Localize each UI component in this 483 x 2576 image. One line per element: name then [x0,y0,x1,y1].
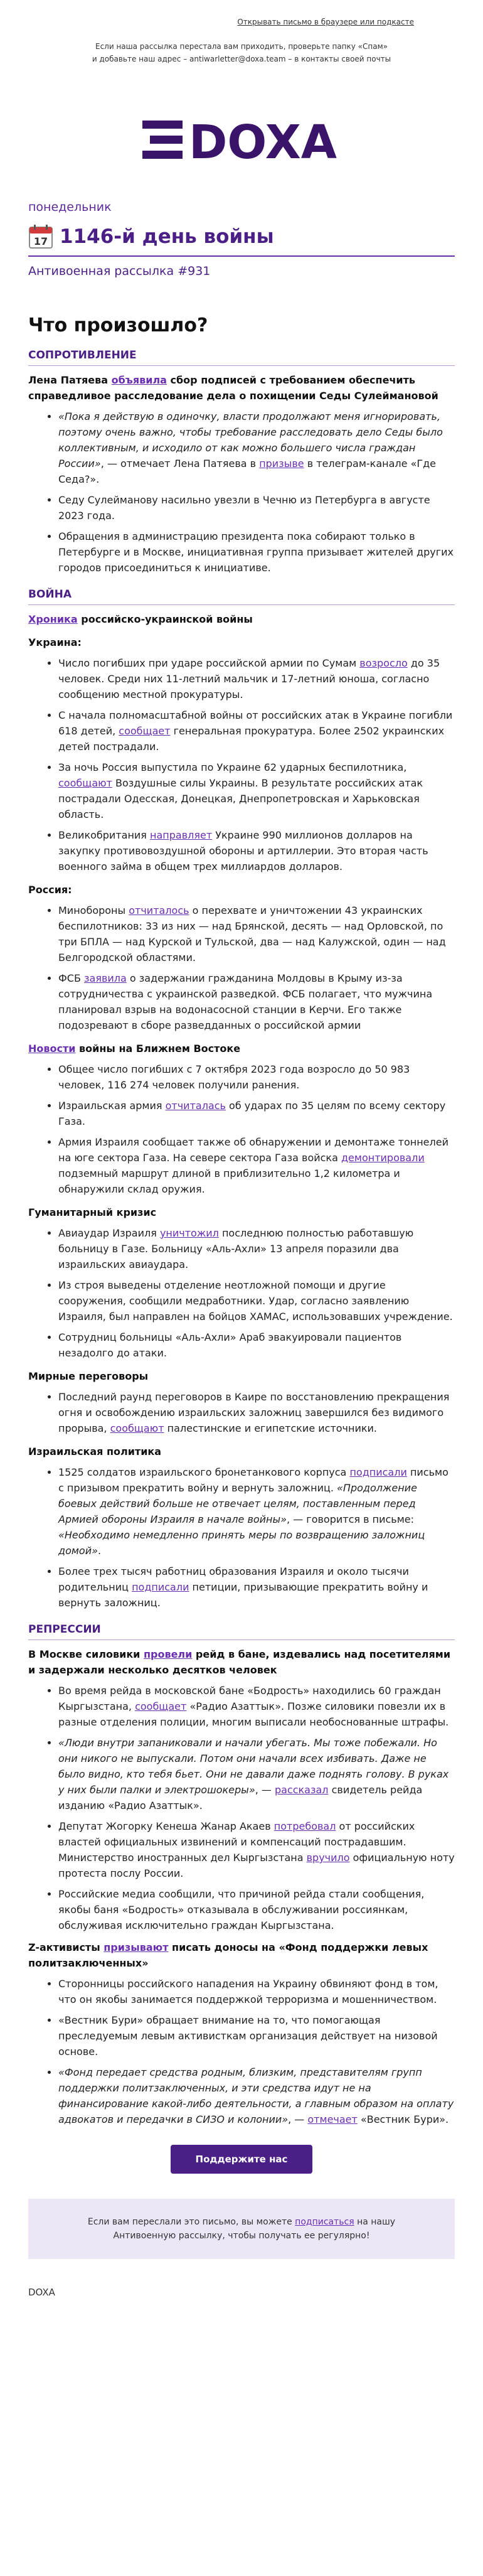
weekday-label: понедельник [28,200,112,214]
list-item: • Сторонницы российского нападения на Украину обвиняют фонд в том, что он якобы занимается поддержкой терроризма и мошенничеством. [58,1976,455,2007]
ukraine-subheading: Украина: [28,636,82,648]
section-resistance-heading: СОПРОТИВЛЕНИЕ [28,349,137,362]
news-link[interactable]: демонтировали [341,1152,425,1164]
support-us-button[interactable]: Поддержите нас [171,2145,313,2174]
list-item: • Сотрудниц больницы «Аль-Ахли» Араб эвакуировали пациентов незадолго до атаки. [58,1329,455,1361]
list-item: • Число погибших при ударе российской армии по Сумам возросло до 35 человек. Среди них 11-летний мальчик и 17-летний юноша, согласно сообщению местной прокуратуры. [58,655,455,702]
news-link[interactable]: потребовал [273,1820,336,1832]
peace-talks-list [28,1389,455,1436]
news-link[interactable]: подписали [349,1466,407,1478]
list-item: • ФСБ заявила о задержании гражданина Молдовы в Крыму из-за сотрудничества с украинской разведкой. ФСБ полагает, что мужчина планировал взрыв на водонасосной станции в Керчи. Его также подозревают в сборе разведданных о российской армии [58,970,455,1033]
announced-link[interactable]: объявила [111,374,167,386]
list-item: • Авиаудар Израиля уничтожил последнюю полностью работавшую больницу в Газе. Больницу «Аль-Ахли» 13 апреля поразили два израильских авиаудара. [58,1225,455,1272]
news-link[interactable]: сообщают [110,1422,164,1434]
list-item: • Более трех тысяч работниц образования Израиля и около тысячи родительниц подписали петиции, призывающие прекратить войну и вернуть заложниц. [58,1564,455,1611]
calendar-icon-day: 17 [33,235,48,247]
list-item: • За ночь Россия выпустила по Украине 62 ударных беспилотника, сообщают Воздушные силы Украины. В результате российских атак пострадали Одесская, Донецкая, Днепропетровская и Харьковская область. [58,759,455,822]
resistance-list [28,409,455,576]
list-item: • С начала полномасштабной войны от российских атак в Украине погибли 618 детей, сообщает генеральная прокуратура. Более 2502 украинских детей пострадали. [58,707,455,754]
page-title: 1146-й день войны [60,225,274,248]
list-item: • «Фонд передает средства родным, близким, представителям групп поддержки политзаключенных, и эти средства идут не на финансирование какой-либо деятельности, а главным образом на оплату адвокатов и передачки в СИЗО и колонии», — отмечает «Вестник Бури». [58,2064,455,2127]
peace-talks-subheading: Мирные переговоры [28,1370,149,1382]
list-item: • Седу Сулейманову насильно увезли в Чечню из Петербурга в августе 2023 года. [58,492,455,523]
appeal-link[interactable]: призыве [259,458,304,470]
news-link[interactable]: отчиталась [165,1100,226,1112]
list-item: • Из строя выведены отделение неотложной помощи и другие сооружения, сообщили медработники. Удар, согласно заявлению Израиля, был направлен на бойцов ХАМАС, использовавших учреждение. [58,1277,455,1324]
bathhouse-raid-lead: В Москве силовики провели рейд в бане, издевались над посетителями и задержали несколько десятков человек [28,1648,451,1676]
middle-east-news-link[interactable]: Новости [28,1043,76,1055]
israeli-politics-subheading: Израильская политика [28,1446,162,1457]
news-link[interactable]: сообщает [119,725,171,737]
list-item: • Во время рейда в московской бане «Бодрость» находились 60 граждан Кыргызстана, сообщает «Радио Азаттык». Позже силовики повезли их в разные отделения полиции, многим выписали необоснованные штрафы. [58,1683,455,1730]
subscribe-footer: Если вам переслали это письмо, вы можете подписаться на нашу Антивоенную рассылку, чтобы получать ее регулярно! [28,2199,455,2259]
russia-subheading: Россия: [28,884,72,896]
news-link[interactable]: сообщает [135,1700,187,1712]
list-item: • Депутат Жогорку Кенеша Жанар Акаев потребовал от российских властей официальных извинений и компенсаций пострадавшим. Министерство иностранных дел Кыргызстана вручило официальную ноту протеста послу России. [58,1818,455,1881]
list-item: • Обращения в администрацию президента пока собирают только в Петербурге и в Москве, инициативная группа призывает жителей других городов присоединиться к инициативе. [58,529,455,576]
middle-east-list [28,1061,455,1197]
news-link[interactable]: отмечает [307,2113,358,2125]
humanitarian-list [28,1225,455,1361]
news-link[interactable]: отчиталось [129,904,189,916]
newsletter-body [28,200,455,2298]
section-divider [28,604,455,605]
doxa-logo[interactable] [0,115,483,166]
russia-list [28,903,455,1033]
section-repressions-heading: РЕПРЕССИИ [28,1623,101,1636]
calendar-icon [28,224,53,249]
call-link[interactable]: призывают [104,1941,169,1953]
ukraine-list [28,655,455,874]
notice-line-2: и добавьте наш адрес – antiwarletter@doxa.team – в контакты своей почты [92,55,391,63]
notice-line-1: Если наша рассылка перестала вам приходить, проверьте папку «Спам» [95,42,388,51]
list-item: • «Вестник Бури» обращает внимание на то, что помогающая преследуемым левым активисткам организация действует на низовой основе. [58,2012,455,2059]
israeli-politics-list [28,1464,455,1611]
list-item: • Великобритания направляет Украине 990 миллионов долларов на закупку противовоздушной обороны и артиллерии. Это вторая часть военного займа в общем трех миллиардов долларов. [58,827,455,874]
news-link[interactable]: направляет [150,829,213,841]
news-link[interactable]: рассказал [274,1784,329,1796]
open-in-browser-link[interactable]: Открывать письмо в браузере или подкасте [237,18,414,26]
top-bar [0,0,483,26]
raid-link[interactable]: провели [143,1648,193,1660]
footer-brand: DOXA [28,2287,55,2298]
news-link[interactable]: сообщают [58,777,112,789]
news-link[interactable]: вручило [306,1852,350,1864]
news-link[interactable]: уничтожил [159,1227,219,1239]
middle-east-lead: Новости войны на Ближнем Востоке [28,1043,241,1055]
list-item: • Минобороны отчиталось о перехвате и уничтожении 43 украинских беспилотников: 33 из них — над Брянской, десять — над Орловской, по три БПЛА — над Курской и Тульской, два — над Калужской, один — над Белгородской областями. [58,903,455,965]
list-item: • Общее число погибших с 7 октября 2023 года возросло до 50 983 человек, 116 274 человек получили ранения. [58,1061,455,1093]
section-war-heading: ВОЙНА [28,588,72,601]
news-link[interactable]: подписали [132,1581,189,1593]
resistance-lead: Лена Патяева объявила сбор подписей с требованием обеспечить справедливое расследование дела о похищении Седы Сулеймановой [28,374,438,402]
doxa-logo-mark [141,115,342,163]
support-button-wrap [28,2145,455,2174]
war-chronicle-lead: Хроника российско-украинской войны [28,613,253,625]
doxa-logo-text: DOXA [189,115,337,163]
section-divider [28,365,455,366]
news-link[interactable]: заявила [84,972,127,984]
day-title-row [28,224,455,249]
list-item: • Российские медиа сообщили, что причиной рейда стали сообщения, якобы баня «Бодрость» отказывала в обслуживании россиянкам, обслуживая исключительно граждан Кыргызстана. [58,1886,455,1933]
humanitarian-subheading: Гуманитарный кризис [28,1206,157,1218]
list-item: • Последний раунд переговоров в Каире по восстановлению прекращения огня и освобождению израильских заложниц завершился без видимого прорыва, сообщают палестинские и египетские источники. [58,1389,455,1436]
list-item: • 1525 солдатов израильского бронетанкового корпуса подписали письмо с призывом прекратить войну и вернуть заложниц. «Продолжение боевых действий больше не отвечает целям, поставленным перед Армией обороны Израиля в начале войны», — говорится в письме: «Необходимо немедленно принять меры по возвращению заложниц домой». [58,1464,455,1559]
news-link[interactable]: возросло [359,657,408,669]
whats-happening-heading: Что произошло? [28,314,208,336]
list-item: • Израильская армия отчиталась об ударах по 35 целям по всему сектору Газа. [58,1098,455,1129]
chronicle-link[interactable]: Хроника [28,613,78,625]
list-item: • «Пока я действую в одиночку, власти продолжают меня игнорировать, поэтому очень важно, чтобы требование расследовать дело Седы было коллективным, и исходило от как можно большего числа граждан России», — отмечает Лена Патяева в призыве в телеграм-канале «Где Седа?». [58,409,455,487]
bathhouse-raid-list [28,1683,455,1933]
issue-number: Антивоенная рассылка #931 [28,264,211,278]
spam-notice [70,40,413,65]
title-divider [28,255,455,257]
list-item: • «Люди внутри запаниковали и начали убегать. Мы тоже побежали. Но они никого не выпускали. Потом они начали всех избивать. Даже не было видно, кто тебя бьет. Они не давали даже поднять голову. В руках у них были палки и электрошокеры», — рассказал свидетель рейда изданию «Радио Азаттык». [58,1735,455,1813]
list-item: • Армия Израиля сообщает также об обнаружении и демонтаже тоннелей на юге сектора Газа. На севере сектора Газа войска демонтировали подземный маршрут длиной в приблизительно 1,2 километра и обнаружили склад оружия. [58,1134,455,1197]
z-activists-lead: Z-активисты призывают писать доносы на «Фонд поддержки левых политзаключенных» [28,1941,428,1969]
subscribe-link[interactable]: подписаться [295,2217,354,2227]
z-activists-list [28,1976,455,2127]
